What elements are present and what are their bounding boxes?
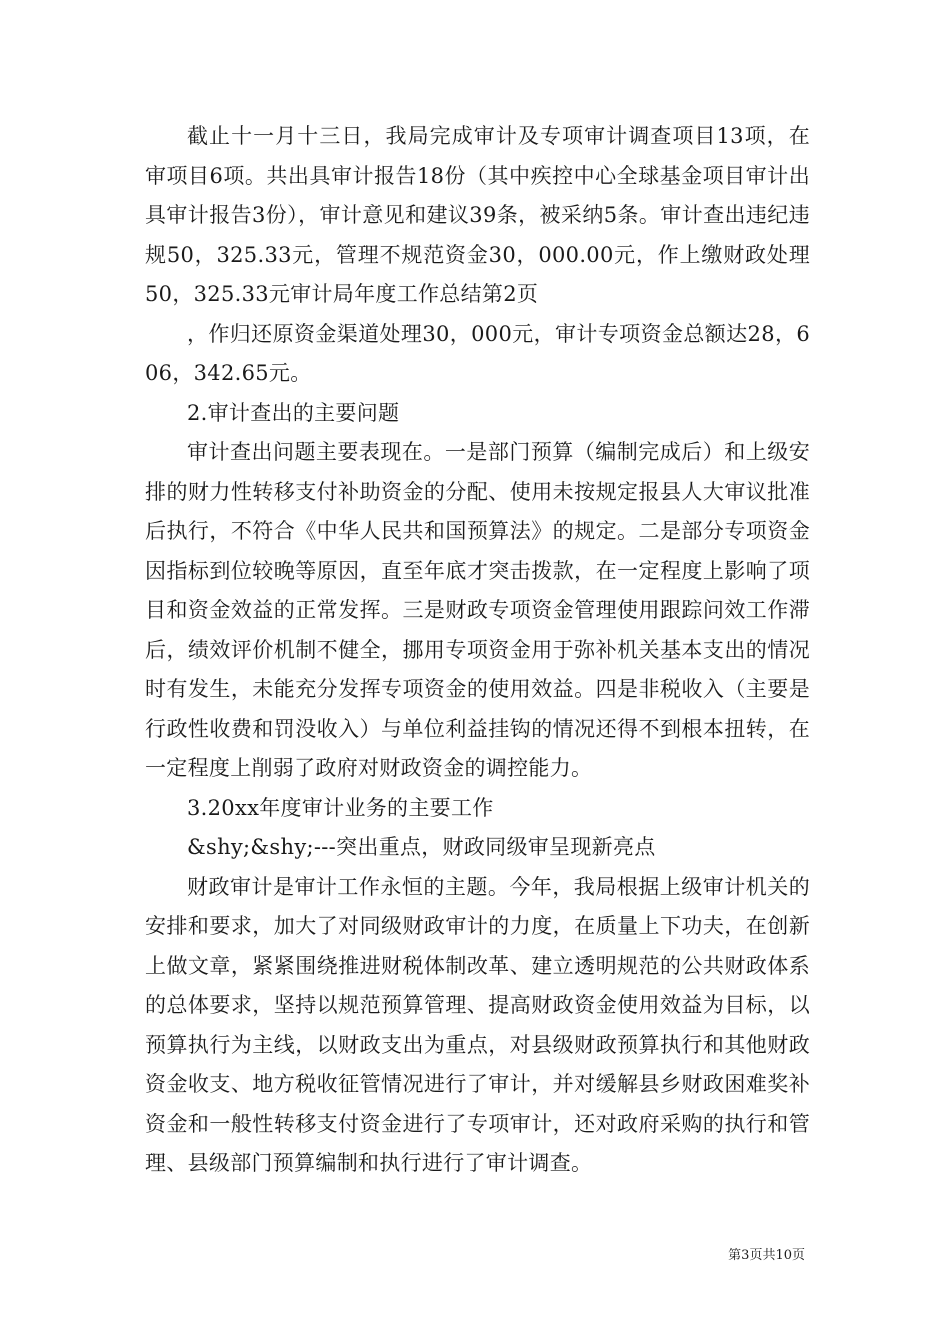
section-heading-main-work: 3.20xx年度审计业务的主要工作	[187, 795, 494, 820]
paragraph-audit-summary-continued: ，作归还原资金渠道处理30，000元，审计专项资金总额达28，606，342.65元。	[145, 321, 810, 385]
subheading-fiscal-audit: &shy;&shy;---突出重点，财政同级审呈现新亮点	[187, 835, 656, 859]
page-number: 第3页共10页	[728, 1248, 805, 1263]
document-body	[145, 117, 810, 1184]
paragraph-fiscal-audit: 财政审计是审计工作永恒的主题。今年，我局根据上级审计机关的安排和要求，加大了对同级财政审计的力度，在质量上下功夫，在创新上做文章，紧紧围绕推进财税体制改革、建立透明规范的公共财政体系的总体要求，坚持以规范预算管理、提高财政资金使用效益为目标，以预算执行为主线，以财政支出为重点，对县级财政预算执行和其他财政资金收支、地方税收征管情况进行了审计，并对缓解县乡财政困难奖补资金和一般性转移支付资金进行了专项审计，还对政府采购的执行和管理、县级部门预算编制和执行进行了审计调查。	[145, 874, 810, 1175]
section-heading-main-problems: 2.审计查出的主要问题	[187, 400, 400, 425]
paragraph-main-problems: 审计查出问题主要表现在。一是部门预算（编制完成后）和上级安排的财力性转移支付补助资金的分配、使用未按规定报县人大审议批准后执行，不符合《中华人民共和国预算法》的规定。二是部分专项资金因指标到位较晚等原因，直至年底才突击拨款，在一定程度上影响了项目和资金效益的正常发挥。三是财政专项资金管理使用跟踪问效工作滞后，绩效评价机制不健全，挪用专项资金用于弥补机关基本支出的情况时有发生，未能充分发挥专项资金的使用效益。四是非税收入（主要是行政性收费和罚没收入）与单位利益挂钩的情况还得不到根本扭转，在一定程度上削弱了政府对财政资金的调控能力。	[145, 440, 810, 780]
paragraph-audit-summary: 截止十一月十三日，我局完成审计及专项审计调查项目13项，在审项目6项。共出具审计报告18份（其中疾控中心全球基金项目审计出具审计报告3份），审计意见和建议39条，被采纳5条。审计查出违纪违规50，325.33元，管理不规范资金30，000.00元，作上缴财政处理50，325.33元审计局年度工作总结第2页	[145, 124, 810, 306]
